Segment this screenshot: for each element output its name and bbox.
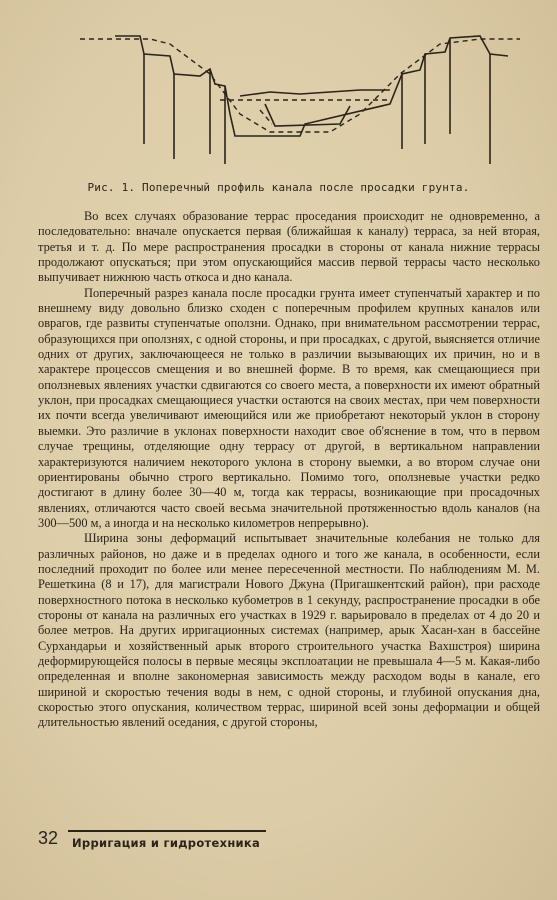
page-number: 32 (38, 828, 59, 848)
canal-profile-figure (60, 14, 530, 174)
paragraph: Во всех случаях образование террас проседания происходит не одновременно, а последовательно: вначале опускается первая (ближайшая к каналу) терраса, за ней вторая, третья и т. д. По мере распространения просадки в стороны от канала нижние террасы продолжают опускаться; при этом опускающийся массив первой террасы часто несколько выпучивает нижнюю часть откоса и дно канала. (38, 209, 540, 285)
page-footer (38, 828, 338, 858)
body-text (38, 209, 540, 731)
running-title: Ирригация и гидротехника (72, 836, 261, 850)
figure-caption: Рис. 1. Поперечный профиль канала после просадки грунта. (87, 181, 470, 194)
paragraph: Ширина зоны деформаций испытывает значительные колебания не только для различных районов, но даже и в пределах одного и того же канала, в особенности, если последний проходит по более или менее пересеченной местности. По наблюдениям М. М. Решеткина (8 и 17), для магистрали Нового Джуна (Пригашкентский район), при расходе поверхностного потока в несколько кубометров в 1 секунду, распространение просадки в обе стороны от канала на различных его участках в 1929 г. варьировало в пределах от 4 до 20 и более метров. На других ирригационных системах (например, арык Хасан-хан в бассейне Сурхандарьи и хозяйственный арык второго строительного участка Вахшстроя) ширина деформирующейся полосы в первые месяцы эксплоатации не превышала 4—5 м. Какая-либо определенная и вполне закономерная зависимость между расходом воды в канале, его шириной и скоростью течения воды в нем, с одной стороны, и глубиной опускания дна, скоростью этого опускания, количеством террас, шириной всей зоны деформации и общей длительностью явлений оседания, с другой стороны, (38, 531, 540, 730)
paragraph: Поперечный разрез канала после просадки грунта имеет ступенчатый характер и по внешнему виду довольно близко сходен с поперечным профилем крупных каналов или оврагов, где развиты ступенчатые оползни. Однако, при внимательном рассмотрении террас, образующихся при оползнях, с одной стороны, и при просадках, с другой, выясняется отличие одних от других, заключающееся не только в различии вызывающих их причин, но и в характере процессов смещения и во внешней форме. В то время, как смещающиеся при оползневых явлениях участки сдвигаются со своего места, а поверхности их имеют обратный уклон, при просадках смещающиеся участки остаются на своих местах, при чем поверхности их почти всегда увеличивают имеющийся или же приобретают некоторый уклон в сторону выемки. Это различие в уклонах поверхности находит свое об'яснение в том, что в первом случае трещины, отделяющие одну террасу от другой, в вертикальном направлении характеризуются наличием некоторого уклона в сторону выемки, а во втором случае они ориентированы обычно строго вертикально. Помимо того, оползневые участки редко достигают в длину более 30—40 м, тогда как террасы, возникающие при просадочных явлениях, отличаются часто своей весьма значительной протяженностью вдоль каналов (на 300—500 м, а иногда и на несколько километров непрерывно). (38, 285, 540, 530)
canal-profile-diagram (60, 14, 530, 174)
footer-rule (68, 830, 266, 832)
